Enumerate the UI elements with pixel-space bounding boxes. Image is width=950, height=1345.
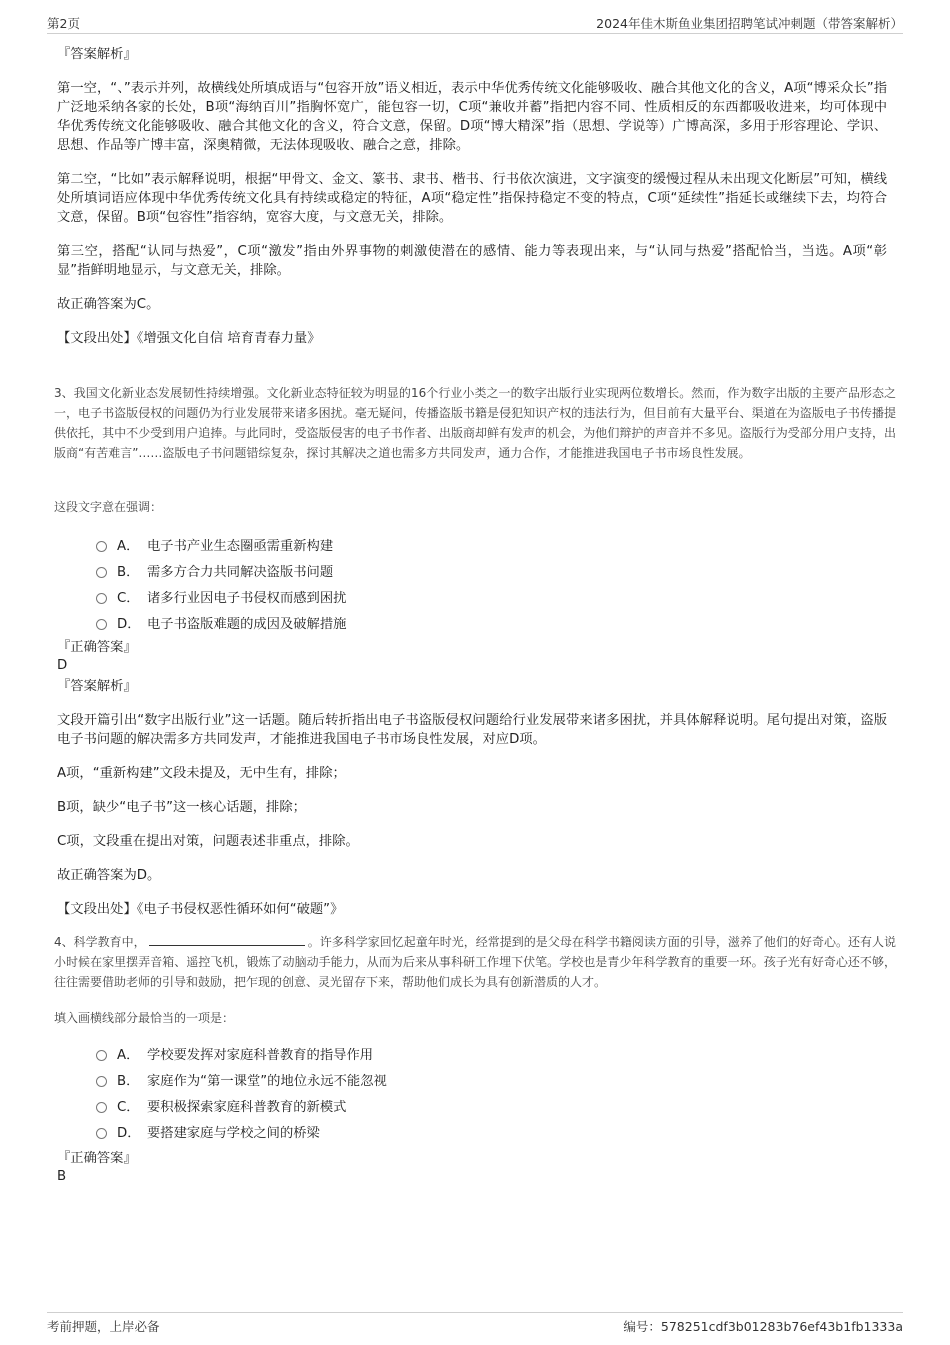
analysis-paragraph-3: B项，缺少“电子书”这一核心话题，排除； xyxy=(57,800,306,815)
footer-slogan: 考前押题，上岸必备 xyxy=(47,1319,160,1334)
analysis-paragraph-2: 第二空，“比如”表示解释说明，根据“甲骨文、金文、篆书、隶书、楷书、行书依次演进，文字演变的缓慢过程从未出现文化断层”可知，横线处所填词语应体现中华优秀传统文化具有持续或稳定的特征，A项“稳定性”指保持稳定不变的特点，C项“延续性”指延长或继续下去，均符合文意，保留。B项“包容性”指容纳，宽容大度，与文意无关，排除。 xyxy=(57,172,887,225)
question-3-options xyxy=(96,531,796,635)
question-3-text: 3、我国文化新业态发展韧性持续增强。文化新业态特征较为明显的16个行业小类之一的数字出版行业实现两位数增长。然而，作为数字出版的主要产品形态之一，电子书盗版侵权的问题仍为行业发展带来诸多困扰。毫无疑问，传播盗版书籍是侵犯知识产权的违法行为，但目前有大量平台、渠道在为盗版电子书传播提供依托，其中不少受到用户追捧。与此同时，受盗版侵害的电子书作者、出版商却鲜有发声的机会，为他们辩护的声音并不多见。盗版行为受部分用户支持，出版商“有苦难言”……盗版电子书问题错综复杂，探讨其解决之道也需多方共同发声，通力合作，才能推进我国电子书市场良性发展。 xyxy=(54,386,896,460)
analysis-conclusion: 故正确答案为D。 xyxy=(57,868,161,883)
question-4-answer xyxy=(57,1149,887,1186)
fill-in-blank xyxy=(149,933,305,946)
page-number: 第2页 xyxy=(47,16,80,31)
analysis-paragraph-1: 第一空，“、”表示并列，故横线处所填成语与“包容开放”语义相近，表示中华优秀传统文化能够吸收、融合其他文化的含义，A项“博采众长”指广泛地采纳各家的长处，B项“海纳百川”指胸怀宽广，能包容一切，C项“兼收并蓄”指把内容不同、性质相反的东西都吸收进来，均可体现中华优秀传统文化能够吸收、融合其他文化的含义，符合文意，保留。D项“博大精深”指（思想、学说等）广博高深，多用于形容理论、学识、思想、作品等广博丰富，深奥精微，无法体现吸收、融合之意，排除。 xyxy=(57,81,887,153)
text-source: 【文段出处】《电子书侵权恶性循环如何“破题”》 xyxy=(57,902,344,917)
option-text: 要积极探索家庭科普教育的新模式 xyxy=(147,1099,347,1115)
question-3-prompt: 这段文字意在强调： xyxy=(54,500,163,514)
option-text: 诸多行业因电子书侵权而感到困扰 xyxy=(147,590,347,606)
analysis-paragraph-2: A项，“重新构建”文段未提及，无中生有，排除； xyxy=(57,766,346,781)
correct-answer-heading: 『正确答案』 xyxy=(57,1151,137,1166)
question-4-option-b[interactable]: B． 家庭作为“第一课堂”的地位永远不能忽视 xyxy=(96,1066,796,1092)
radio-icon[interactable] xyxy=(96,567,107,578)
question-3-option-b[interactable]: B． 需多方合力共同解决盗版书问题 xyxy=(96,557,796,583)
question-4-text: 4、科学教育中， 。许多科学家回忆起童年时光，经常提到的是父母在科学书籍阅读方面的引导，滋养了他们的好奇心。还有人说小时候在家里摆弄音箱、遥控飞机，锻炼了动脑动手能力，从而为后来从事科研工作埋下伏笔。学校也是青少年科学教育的重要一环。孩子光有好奇心还不够，往往需要借助老师的引导和鼓励，把乍现的创意、灵光留存下来，帮助他们成长为具有创新潜质的人才。 xyxy=(54,935,896,989)
analysis-heading: 『答案解析』 xyxy=(57,47,137,62)
page-footer xyxy=(47,1312,903,1334)
radio-icon[interactable] xyxy=(96,619,107,630)
option-text: 电子书盗版难题的成因及破解措施 xyxy=(147,616,347,632)
option-text: 电子书产业生态圈亟需重新构建 xyxy=(147,538,334,554)
text-source: 【文段出处】《增强文化自信 培育青春力量》 xyxy=(57,331,321,346)
analysis-conclusion: 故正确答案为C。 xyxy=(57,297,160,312)
correct-answer-heading: 『正确答案』 xyxy=(57,640,137,655)
option-text: 需多方合力共同解决盗版书问题 xyxy=(147,564,334,580)
page-header xyxy=(47,14,903,34)
analysis-paragraph-4: C项，文段重在提出对策，问题表述非重点，排除。 xyxy=(57,834,359,849)
correct-answer-value: D xyxy=(57,658,68,673)
question-4-options xyxy=(96,1040,796,1144)
question-3-option-d[interactable]: D． 电子书盗版难题的成因及破解措施 xyxy=(96,609,796,635)
radio-icon[interactable] xyxy=(96,593,107,604)
question-4-option-a[interactable]: A． 学校要发挥对家庭科普教育的指导作用 xyxy=(96,1040,796,1066)
radio-icon[interactable] xyxy=(96,1076,107,1087)
radio-icon[interactable] xyxy=(96,1128,107,1139)
radio-icon[interactable] xyxy=(96,1102,107,1113)
analysis-paragraph-1: 文段开篇引出“数字出版行业”这一话题。随后转折指出电子书盗版侵权问题给行业发展带来诸多困扰，并具体解释说明。尾句提出对策，盗版电子书问题的解决需多方共同发声，才能推进我国电子书市场良性发展，对应D项。 xyxy=(57,713,887,747)
question-3-option-c[interactable]: C． 诸多行业因电子书侵权而感到困扰 xyxy=(96,583,796,609)
question-4-option-d[interactable]: D． 要搭建家庭与学校之间的桥梁 xyxy=(96,1118,796,1144)
correct-answer-value: B xyxy=(57,1169,67,1184)
question-3-answer xyxy=(57,638,887,919)
analysis-paragraph-3: 第三空，搭配“认同与热爱”，C项“激发”指由外界事物的刺激使潜在的感情、能力等表现出来，与“认同与热爱”搭配恰当，当选。A项“彰显”指鲜明地显示，与文意无关，排除。 xyxy=(57,244,887,278)
question-3-option-a[interactable]: A． 电子书产业生态圈亟需重新构建 xyxy=(96,531,796,557)
document-title: 2024年佳木斯鱼业集团招聘笔试冲刺题（带答案解析） xyxy=(596,16,903,31)
question-4-option-c[interactable]: C． 要积极探索家庭科普教育的新模式 xyxy=(96,1092,796,1118)
radio-icon[interactable] xyxy=(96,541,107,552)
option-text: 学校要发挥对家庭科普教育的指导作用 xyxy=(147,1047,374,1063)
option-text: 家庭作为“第一课堂”的地位永远不能忽视 xyxy=(147,1073,387,1089)
previous-answer-analysis xyxy=(57,45,887,348)
radio-icon[interactable] xyxy=(96,1050,107,1061)
analysis-heading: 『答案解析』 xyxy=(57,679,137,694)
option-text: 要搭建家庭与学校之间的桥梁 xyxy=(147,1125,320,1141)
question-4-prompt: 填入画横线部分最恰当的一项是： xyxy=(54,1011,235,1025)
document-code: 编号：578251cdf3b01283b76ef43b1fb1333a xyxy=(623,1319,903,1334)
